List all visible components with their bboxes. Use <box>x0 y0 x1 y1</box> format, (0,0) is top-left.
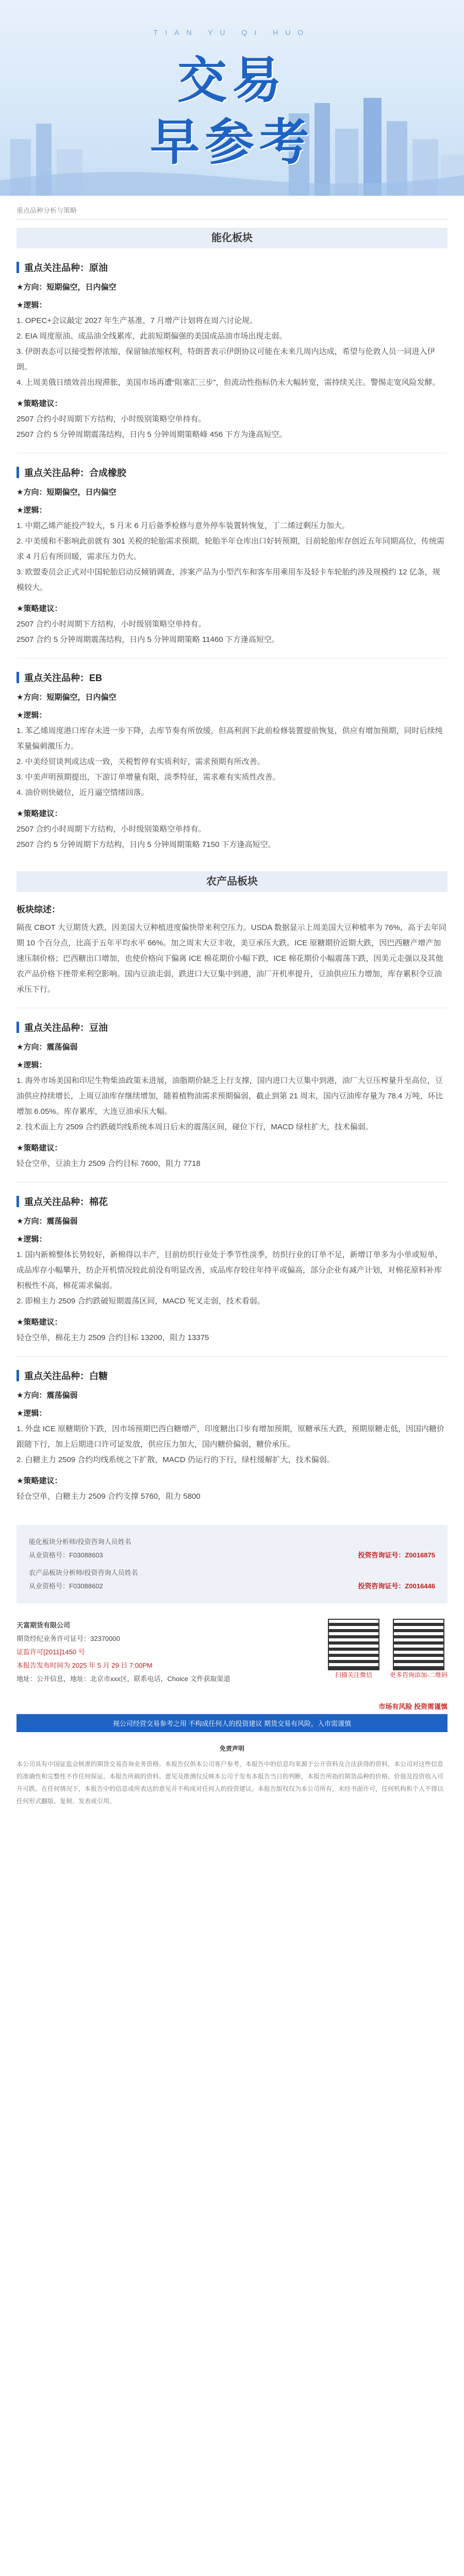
logic-item: 3. 伊朗表态可以接受暂停浓缩，保留铀浓缩权利，特朗普表示伊朗协议可能在未来几周内达成，希望与伦敦人员一同进入伊朗。 <box>16 347 435 371</box>
block-synthetic-rubber <box>16 466 448 648</box>
section-agri-title: 农产品板块 <box>16 871 448 892</box>
logic-item: 1. 国内新棉整体长势较好，新棉得以丰产，目前纺织行业处于季节性淡季，纺织行业的订单不足，新增订单多为小单或短单，成品库存小幅攀升，纺企开机情况较此前没有明显改善，成品库存较往年持平或偏高，部分企业有减产计划，对棉花原料补库积极性不高，棉花需求偏弱。 <box>16 1250 443 1290</box>
strategy-label: ★策略建议： <box>16 1144 62 1153</box>
block-title-text: 重点关注品种：合成橡胶 <box>24 468 126 478</box>
logic-item: 2. 即棉主力 2509 合约跌破短期震荡区间，MACD 死叉走弱，技术看弱。 <box>16 1297 265 1306</box>
strategy-item: 2507 合约 5 分钟周期震荡结构，日内 5 分钟周期策略 11460 下方逢高短空。 <box>16 635 279 644</box>
strategy-item: 2507 合约小时周期下方结构，小时级别策略空单持有。 <box>16 620 206 629</box>
block-title-text: 重点关注品种：原油 <box>24 263 108 273</box>
header-title-line1: 交易 <box>177 53 287 108</box>
block-soybean-oil <box>16 1021 448 1172</box>
divider <box>16 1356 448 1357</box>
header-english-title: TIAN YU QI HUO <box>153 28 311 37</box>
logic-label: ★逻辑： <box>16 1235 47 1244</box>
company-sub: 期货经纪业务许可证号：32370000 <box>16 1635 120 1642</box>
logic-item: 1. 苯乙烯周度港口库存未进一步下降，去库节奏有所放缓，但高利润下此前检修装置提前恢复，供应有增加预期，同时后续纯苯量偏刺激压力。 <box>16 726 443 751</box>
header-title-line2: 早参考 <box>150 115 314 170</box>
qr-label: 更多咨询添加-二维码 <box>390 1671 448 1679</box>
contact-qualification: 从业资格号：F03088603 <box>29 1551 103 1559</box>
block-title <box>16 1195 448 1208</box>
strategy-label: ★策略建议： <box>16 399 62 408</box>
block-title-text: 重点关注品种：EB <box>24 673 103 683</box>
block-title <box>16 671 448 684</box>
company-address: 地址：公开信息，地址：北京市xxx区，联系电话，Choice 文件获取渠道 <box>16 1675 230 1683</box>
summary-title: 板块综述： <box>16 905 60 914</box>
qr-label: 扫描关注微信 <box>335 1671 372 1679</box>
contact-qualification: 从业资格号：F03088602 <box>29 1582 103 1590</box>
strategy-label: ★策略建议： <box>16 1477 62 1485</box>
logic-item: 3. 欧盟委员会正式对中国轮胎启动反倾销调查，涉案产品为小型汽车和客车用乘用车及轻卡车轮胎约涉及规模约 12 亿条，规模较大。 <box>16 568 440 592</box>
logic-label: ★逻辑： <box>16 1061 47 1070</box>
title-marker <box>16 1196 19 1207</box>
contact-row <box>29 1580 435 1593</box>
block-title-text: 重点关注品种：白糖 <box>24 1371 108 1381</box>
block-crude-oil <box>16 261 448 443</box>
block-eb <box>16 671 448 853</box>
title-marker <box>16 1022 19 1033</box>
qr-codes <box>328 1619 448 1686</box>
strategy-item: 轻仓空单，白糖主力 2509 合约支撑 5760，阻力 5800 <box>16 1492 201 1501</box>
direction: ★方向：短期偏空，日内偏空 <box>16 693 117 702</box>
logic-item: 4. 上周美俄日绩效首出现滞胀，美国市场再遭“阻塞汇三步”，但流动性指标仍未大幅转宽，需持续关注。警惕走宽风险发酵。 <box>16 378 440 387</box>
logic-item: 2. 白糖主力 2509 合约均线系统之下扩散，MACD 仍运行的下行，绿柱缓解扩大，技术偏弱。 <box>16 1455 335 1464</box>
title-marker <box>16 262 19 273</box>
contact-advisory-number: 投资咨询证号：Z0016875 <box>358 1551 435 1559</box>
logic-item: 1. 海外市场美国和印尼生物柴油政策未进展，油脂期价缺乏上行支撑，国内进口大豆集中到港，油厂大豆压榨量升至高位，豆油供应持续增长，上周豆油库存继续增加，随着植物油需求预期偏弱，截止到第 21 周末，国内豆油库存量为 78.4 万吨，环比增加 6.05%。库存累库，大连豆油承压大幅。 <box>16 1076 443 1116</box>
section-energy-title: 能化板块 <box>16 228 448 248</box>
block-title <box>16 261 448 274</box>
logic-item: 4. 油价则快破位，近月逼空情绪回落。 <box>16 788 149 797</box>
logic-item: 2. EIA 周度原油、成品油全线累库，此前短期偏强的美国成品油市场出现走弱。 <box>16 332 287 341</box>
risk-warning: 市场有风险 投资需谨慎 <box>378 1703 448 1710</box>
contact-line2-left: 农产品板块分析师/投资咨询人员姓名 <box>29 1569 138 1577</box>
company-info <box>16 1619 448 1686</box>
strategy-label: ★策略建议： <box>16 604 62 613</box>
qr-more[interactable] <box>390 1619 448 1686</box>
block-title <box>16 1369 448 1382</box>
publish-time: 本报告发布时间为 2025 年 5 月 29 日 7:00PM <box>16 1662 153 1669</box>
company-info-text <box>16 1619 230 1686</box>
tagline-bar: 视公司经营交易参考之用 不构成任何人的投资建议 期货交易有风险，入市需谨慎 <box>16 1714 448 1732</box>
logic-item: 1. 中期乙烯产能投产较大，5 月末 6 月后备季检修与意外停车装置转恢复，丁二烯过剩压力加大。 <box>16 521 350 530</box>
block-title-text: 重点关注品种：豆油 <box>24 1023 108 1033</box>
strategy-label: ★策略建议： <box>16 1318 62 1327</box>
block-title <box>16 466 448 479</box>
strategy-item: 2507 合约 5 分钟周期下方结构，日内 5 分钟周期策略 7150 下方逢高短空。 <box>16 840 276 849</box>
contact-line1-left: 能化板块分析师/投资咨询人员姓名 <box>29 1538 131 1546</box>
subtitle <box>0 196 464 224</box>
title-marker <box>16 672 19 683</box>
disclaimer-title: 免责声明 <box>219 1745 244 1752</box>
strategy-item: 2507 合约小时周期下方结构，小时级别策略空单持有。 <box>16 825 206 834</box>
direction: ★方向：短期偏空，日内偏空 <box>16 283 117 292</box>
logic-label: ★逻辑： <box>16 1409 47 1418</box>
logic-item: 3. 中美声明预期提出，下游订单增量有限，淡季特征，需求难有实质性改善。 <box>16 773 280 782</box>
direction: ★方向：震荡偏弱 <box>16 1391 78 1400</box>
qr-code-icon <box>328 1619 379 1670</box>
license-number: 证监许可[2011]1450 号 <box>16 1648 85 1656</box>
analyst-contact-box <box>16 1525 448 1603</box>
block-cotton <box>16 1195 448 1346</box>
strategy-item: 轻仓空单，棉花主力 2509 合约目标 13200，阻力 13375 <box>16 1333 209 1342</box>
block-sugar <box>16 1369 448 1504</box>
qr-wechat[interactable] <box>328 1619 379 1686</box>
logic-item: 2. 技术面上方 2509 合约跌破均线系统本周日后未的震荡区间，碰位下行，MACD 绿柱扩大，技术偏弱。 <box>16 1123 373 1131</box>
strategy-item: 2507 合约小时周期下方结构，小时级别策略空单持有。 <box>16 415 206 423</box>
direction: ★方向：短期偏空，日内偏空 <box>16 488 117 497</box>
direction: ★方向：震荡偏弱 <box>16 1217 78 1226</box>
logic-item: 2. 中美缓和不影响此前就有 301 关税的轮胎需求预期，轮胎半年仓库出口好转预期，目前轮胎库存创近五年同期高位，传统需求 4 月后有所回暖，需求压力仍大。 <box>16 537 445 561</box>
company-name: 天富期货有限公司 <box>16 1621 71 1629</box>
direction: ★方向：震荡偏弱 <box>16 1043 78 1052</box>
summary-text: 隔夜 CBOT 大豆期货大跌，因美国大豆种植进度偏快带来利空压力。USDA 数据显示上周美国大豆种植率为 76%，高于去年同期 10 个百分点，比高于五年平均水平 66%。加之周末大豆丰收，美豆承压大跌。ICE 原糖期价近期大跌，因巴西糖产增产加速压制价格；巴西糖出口增加，也使价格向下偏离 ICE 棉花期价小幅下跌，ICE 棉花期价小幅震荡下跌，因美元走强以及其他农产品价格下挫带来利空影响。国内豆油走弱，跌进口大豆集中到港，油厂开机率提升，豆油供应压力增加，库存累积令豆油承压下行。 <box>16 923 446 994</box>
logic-label: ★逻辑： <box>16 506 47 515</box>
disclaimer <box>16 1742 448 1807</box>
logic-item: 2. 中美经贸谈判或达成一致，关税暂停有实质利好，需求预期有所改善。 <box>16 757 265 766</box>
qr-code-icon <box>393 1619 444 1670</box>
disclaimer-text: 本公司具有中国证监会核准的期货交易咨询业务资格。本报告仅供本公司客户参考，本报告中的信息均来源于公开资料及合法获得的资料，本公司对这些信息的准确性和完整性不作任何保证。本报告所载的资料、意见及推测仅反映本公司于发布本报告当日的判断，本报告所指的期货品种的价格、价值及投资收入可升可跌。在任何情况下，本报告中的信息或所表达的意见并不构成对任何人的投资建议。本报告版权仅为本公司所有，未经书面许可，任何机构和个人不得以任何形式翻版、复制、发表或引用。 <box>16 1760 444 1805</box>
strategy-item: 2507 合约 5 分钟周期震荡结构，日内 5 分钟周期策略峰 456 下方为逢高短空。 <box>16 430 287 439</box>
logic-label: ★逻辑： <box>16 711 47 720</box>
title-marker <box>16 1370 19 1381</box>
contact-row <box>29 1549 435 1562</box>
strategy-item: 轻仓空单，豆油主力 2509 合约目标 7600，阻力 7718 <box>16 1159 201 1168</box>
strategy-label: ★策略建议： <box>16 809 62 818</box>
contact-advisory-number: 投资咨询证号：Z0016446 <box>358 1582 435 1590</box>
block-title-text: 重点关注品种：棉花 <box>24 1197 108 1207</box>
logic-item: 1. OPEC+会议敲定 2027 年生产基准，7 月增产计划将在周六讨论规。 <box>16 316 258 325</box>
block-title <box>16 1021 448 1034</box>
subtitle-text: 重点品种分析与策略 <box>16 207 77 214</box>
title-marker <box>16 467 19 478</box>
header-banner <box>0 0 464 196</box>
logic-label: ★逻辑： <box>16 301 47 310</box>
logic-item: 1. 外盘 ICE 原糖期价下跌，因市场预期巴西白糖增产，印度糖出口步有增加预期，原糖承压大跌，预期原糖走低，因国内糖价跟随下行，加上后期进口许可证发放，供应压力加大，国内糖价偏弱，糖价承压。 <box>16 1425 445 1449</box>
